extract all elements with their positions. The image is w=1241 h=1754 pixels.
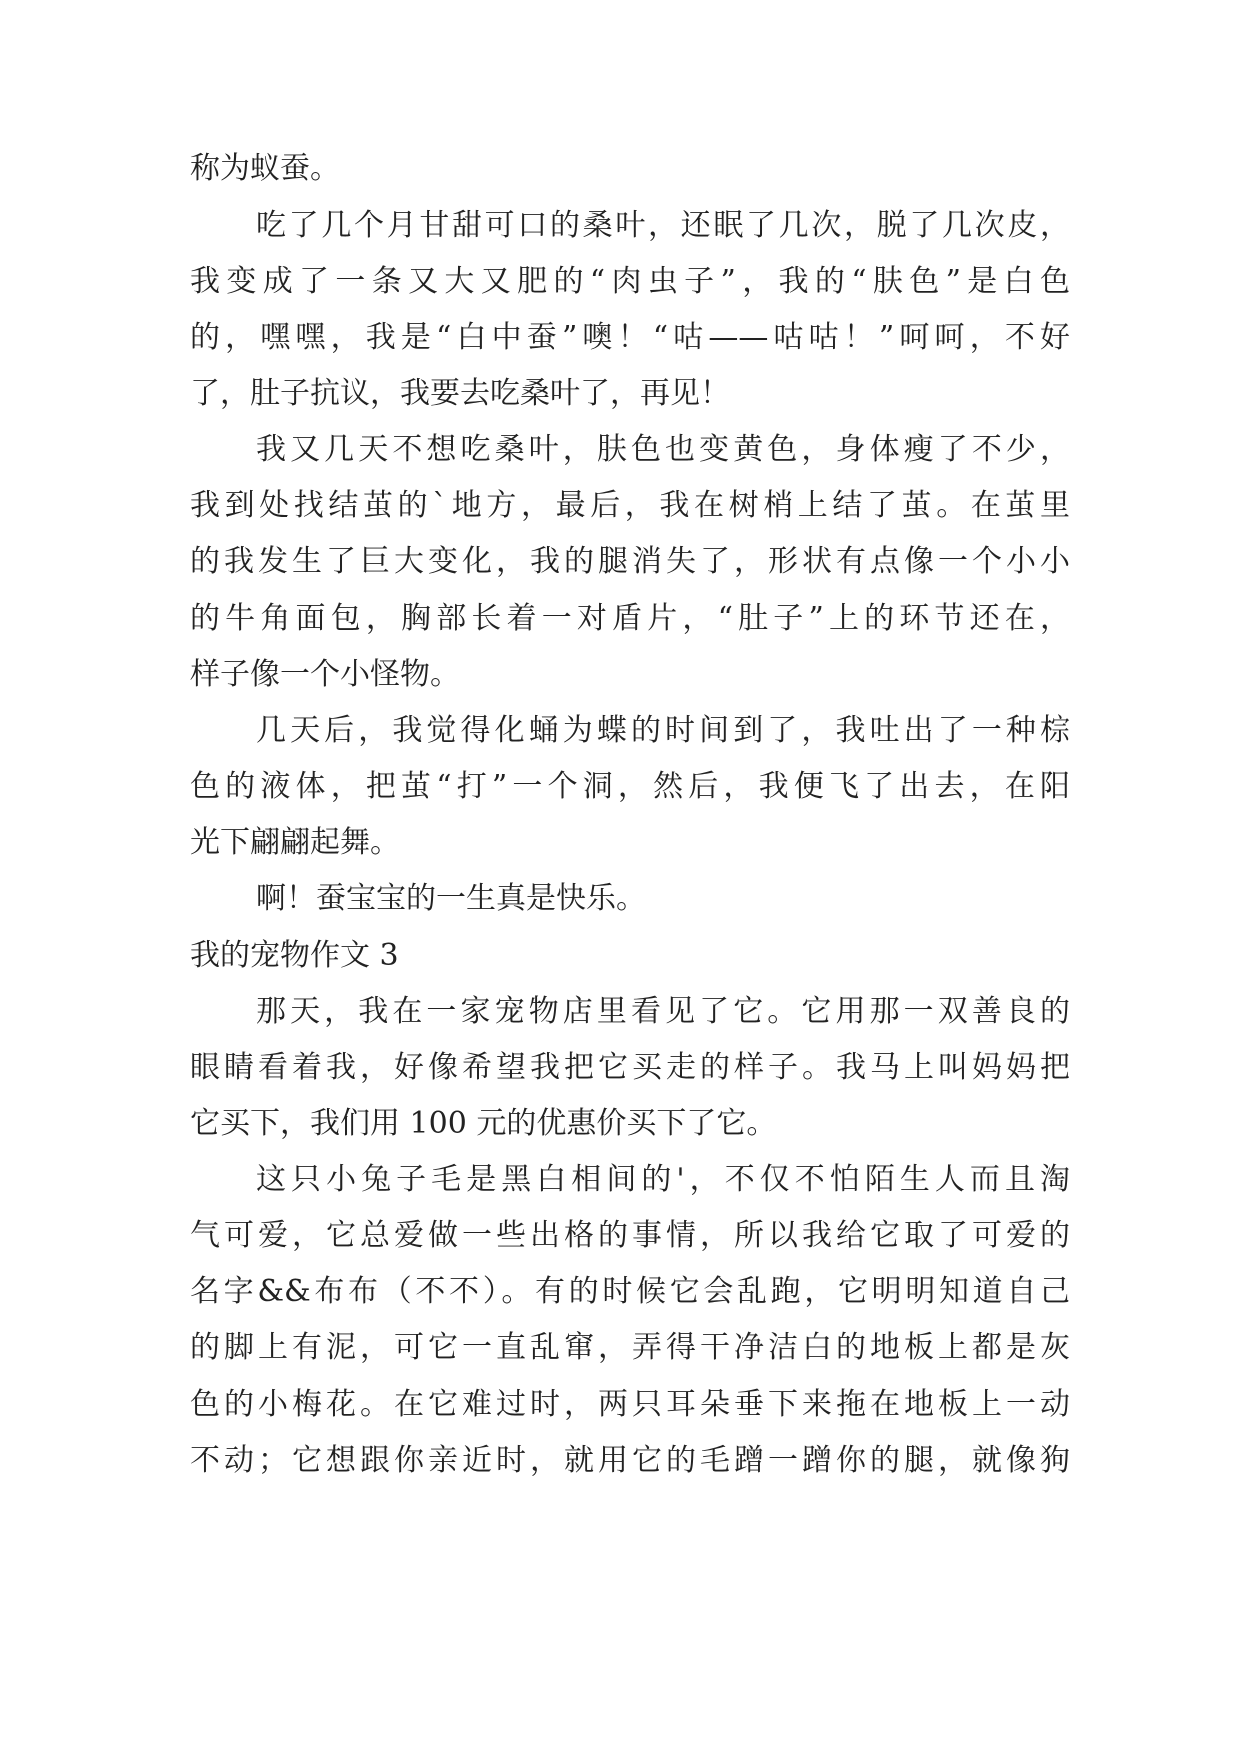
text-line: 我变成了一条又大又肥的“肉虫子”，我的“肤色”是白色: [190, 264, 1070, 299]
text-line: 我又几天不想吃桑叶，肤色也变黄色，身体瘦了不少，: [256, 432, 1070, 467]
text-line: 的牛角面包，胸部长着一对盾片，“肚子”上的环节还在，: [190, 601, 1070, 636]
section-heading: 我的宠物作文 3: [190, 938, 399, 973]
text-line: 这只小兔子毛是黑白相间的'，不仅不怕陌生人而且淘: [256, 1162, 1070, 1197]
text-line: 几天后，我觉得化蛹为蝶的时间到了，我吐出了一种棕: [256, 713, 1070, 748]
text-line: 眼睛看着我，好像希望我把它买走的样子。我马上叫妈妈把: [190, 1050, 1070, 1085]
text-line: 吃了几个月甘甜可口的桑叶，还眠了几次，脱了几次皮，: [256, 208, 1070, 243]
text-line: 我到处找结茧的`地方，最后，我在树梢上结了茧。在茧里: [190, 488, 1070, 523]
text-line: 的我发生了巨大变化，我的腿消失了，形状有点像一个小小: [190, 544, 1070, 579]
text-line: 名字&&布布（不不）。有的时候它会乱跑，它明明知道自己: [190, 1274, 1070, 1309]
text-line: 光下翩翩起舞。: [190, 825, 400, 860]
text-line: 啊！蚕宝宝的一生真是快乐。: [256, 881, 646, 916]
text-line: 它买下，我们用 100 元的优惠价买下了它。: [190, 1106, 777, 1141]
text-line: 不动；它想跟你亲近时，就用它的毛蹭一蹭你的腿，就像狗: [190, 1443, 1070, 1478]
text-line: 气可爱，它总爱做一些出格的事情，所以我给它取了可爱的: [190, 1218, 1070, 1253]
text-line: 了，肚子抗议，我要去吃桑叶了，再见！: [190, 376, 730, 411]
text-line: 的，嘿嘿，我是“白中蚕”噢！“咕——咕咕！”呵呵，不好: [190, 320, 1070, 355]
text-line: 色的液体，把茧“打”一个洞，然后，我便飞了出去，在阳: [190, 769, 1070, 804]
text-line: 那天，我在一家宠物店里看见了它。它用那一双善良的: [256, 994, 1070, 1029]
text-line: 的脚上有泥，可它一直乱窜，弄得干净洁白的地板上都是灰: [190, 1330, 1070, 1365]
text-line: 称为蚁蚕。: [190, 151, 340, 186]
text-line: 样子像一个小怪物。: [190, 657, 460, 692]
text-line: 色的小梅花。在它难过时，两只耳朵垂下来拖在地板上一动: [190, 1387, 1070, 1422]
